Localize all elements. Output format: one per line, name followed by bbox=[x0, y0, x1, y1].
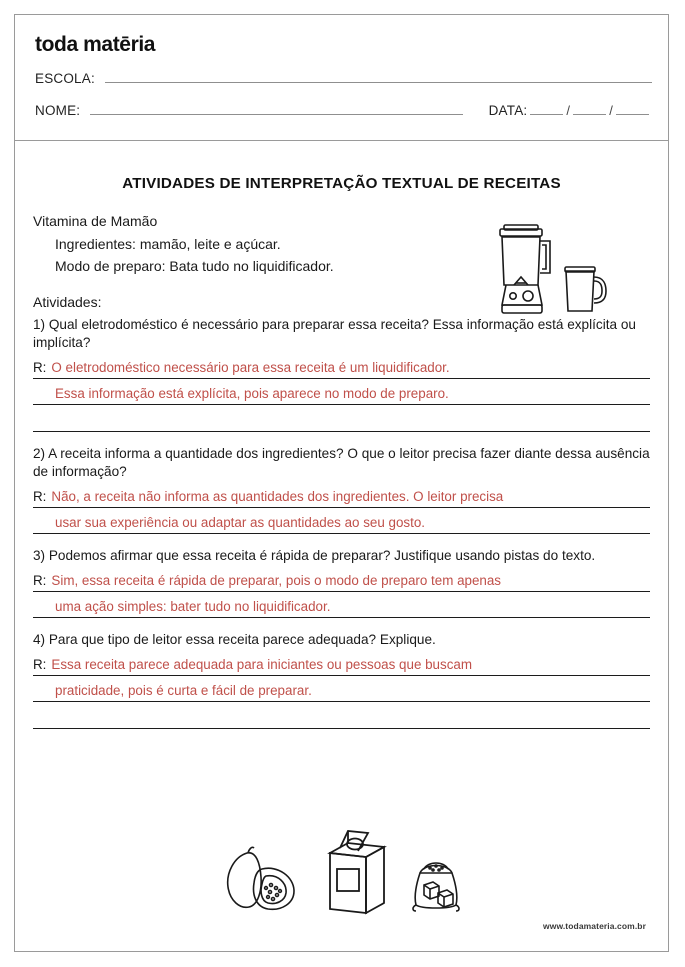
worksheet-content bbox=[15, 175, 668, 729]
papaya-icon bbox=[216, 843, 302, 915]
answer-line[interactable] bbox=[33, 379, 650, 405]
date-separator-1: / bbox=[566, 103, 571, 118]
school-input-line[interactable] bbox=[105, 71, 652, 83]
sugar-bag-icon bbox=[406, 847, 468, 915]
answer-marker: R: bbox=[33, 656, 47, 672]
date-label: DATA: bbox=[488, 103, 528, 118]
answer-text: Sim, essa receita é rápida de preparar, pois o modo de preparo tem apenas bbox=[51, 572, 501, 588]
recipe-ingredients: Ingredientes: mamão, leite e açúcar. bbox=[55, 235, 281, 252]
answer-text: usar sua experiência ou adaptar as quantidades ao seu gosto. bbox=[55, 514, 425, 530]
answer-line[interactable] bbox=[33, 650, 650, 676]
recipe-preparation: Modo de preparo: Bata tudo no liquidificador. bbox=[55, 258, 334, 275]
date-field-group bbox=[489, 103, 652, 118]
answer-line[interactable] bbox=[33, 508, 650, 534]
question-4-answer bbox=[33, 650, 650, 729]
question-2-text: 2) A receita informa a quantidade dos ingredientes? O que o leitor precisa fazer diante dessa ausência de informação? bbox=[33, 445, 650, 479]
answer-marker: R: bbox=[33, 572, 47, 588]
date-month-input[interactable] bbox=[573, 103, 606, 115]
answer-line[interactable] bbox=[33, 353, 650, 379]
date-separator-2: / bbox=[609, 103, 613, 118]
answer-line[interactable] bbox=[33, 482, 650, 508]
question-3-answer bbox=[33, 566, 650, 618]
answer-text: Essa receita parece adequada para iniciantes ou pessoas que buscam bbox=[51, 656, 472, 672]
answer-text: Não, a receita não informa as quantidades dos ingredientes. O leitor precisa bbox=[51, 488, 504, 504]
name-label: NOME: bbox=[35, 103, 81, 118]
ingredients-illustration bbox=[15, 825, 668, 915]
answer-marker: R: bbox=[33, 359, 47, 375]
answer-text: O eletrodoméstico necessário para essa receita é um liquidificador. bbox=[51, 359, 450, 375]
answer-line[interactable] bbox=[33, 566, 650, 592]
recipe-name: Vitamina de Mamão bbox=[33, 213, 158, 229]
name-input-line[interactable] bbox=[90, 103, 462, 115]
answer-line-blank[interactable] bbox=[33, 702, 650, 729]
date-day-input[interactable] bbox=[530, 103, 563, 115]
footer-url: www.todamateria.com.br bbox=[543, 921, 646, 931]
answer-line[interactable] bbox=[33, 676, 650, 702]
worksheet-page bbox=[14, 14, 669, 952]
milk-carton-icon bbox=[318, 825, 390, 915]
worksheet-header bbox=[15, 15, 668, 141]
answer-line-blank[interactable] bbox=[33, 405, 650, 432]
blender-illustration bbox=[480, 223, 608, 323]
question-1-text: 1) Qual eletrodoméstico é necessário para preparar essa receita? Essa informação está explícita ou implícita? bbox=[33, 317, 636, 350]
activities-label: Atividades: bbox=[33, 294, 102, 311]
question-3-text: 3) Podemos afirmar que essa receita é rápida de preparar? Justifique usando pistas do texto. bbox=[33, 547, 596, 563]
answer-marker: R: bbox=[33, 488, 47, 504]
answer-text: praticidade, pois é curta e fácil de preparar. bbox=[55, 682, 312, 698]
question-1-answer bbox=[33, 353, 650, 432]
question-4-text: 4) Para que tipo de leitor essa receita parece adequada? Explique. bbox=[33, 631, 436, 647]
page-title: ATIVIDADES DE INTERPRETAÇÃO TEXTUAL DE RECEITAS bbox=[122, 175, 561, 192]
name-field-row bbox=[35, 103, 652, 118]
answer-text: Essa informação está explícita, pois aparece no modo de preparo. bbox=[55, 385, 449, 401]
school-label: ESCOLA: bbox=[35, 71, 95, 86]
answer-text: uma ação simples: bater tudo no liquidificador. bbox=[55, 598, 331, 614]
answer-line[interactable] bbox=[33, 592, 650, 618]
date-year-input[interactable] bbox=[616, 103, 649, 115]
question-2-answer bbox=[33, 482, 650, 534]
recipe-block bbox=[33, 210, 433, 278]
school-field-row bbox=[35, 71, 652, 86]
brand-logo: toda matēria bbox=[35, 33, 156, 56]
